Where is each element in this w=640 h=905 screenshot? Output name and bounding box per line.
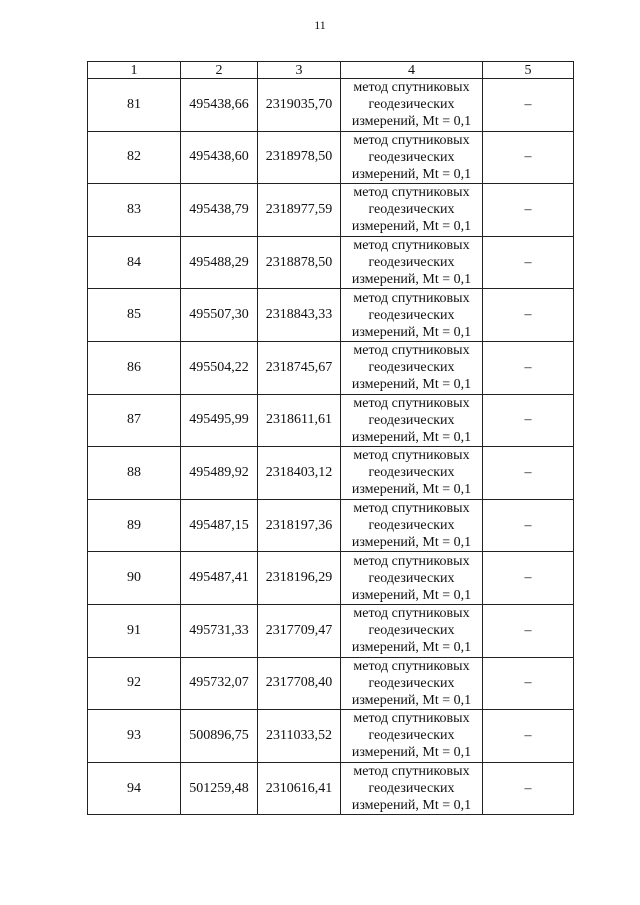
point-number-cell: 90	[88, 552, 181, 605]
page-number: 11	[314, 18, 326, 32]
method-line: метод спутниковых	[353, 448, 470, 464]
method-line: метод спутниковых	[353, 553, 470, 569]
x-coordinate-cell: 495438,66	[181, 79, 258, 132]
x-coordinate-cell: 495438,79	[181, 184, 258, 237]
table-row	[88, 604, 574, 657]
method-line: геодезических	[368, 728, 455, 744]
method-line: геодезических	[368, 781, 455, 797]
point-number-cell: 83	[88, 184, 181, 237]
table-row	[88, 236, 574, 289]
point-number-cell: 88	[88, 447, 181, 500]
method-line: измерений, Mt = 0,1	[351, 745, 472, 761]
coordinates-table	[87, 61, 574, 815]
y-coordinate-cell: 2318196,29	[258, 552, 341, 605]
column-header: 4	[341, 62, 483, 79]
x-coordinate-cell: 495504,22	[181, 341, 258, 394]
y-coordinate-cell: 2310616,41	[258, 762, 341, 815]
method-cell	[341, 499, 483, 552]
y-coordinate-cell: 2317709,47	[258, 604, 341, 657]
column-header: 1	[88, 62, 181, 79]
table-row	[88, 499, 574, 552]
description-cell: –	[483, 499, 574, 552]
table-row	[88, 657, 574, 710]
point-number-cell: 91	[88, 604, 181, 657]
method-line: метод спутниковых	[353, 343, 470, 359]
column-header: 2	[181, 62, 258, 79]
point-number-cell: 86	[88, 341, 181, 394]
method-cell	[341, 657, 483, 710]
y-coordinate-cell: 2318197,36	[258, 499, 341, 552]
method-line: измерений, Mt = 0,1	[351, 114, 472, 130]
x-coordinate-cell: 500896,75	[181, 710, 258, 763]
y-coordinate-cell: 2318878,50	[258, 236, 341, 289]
point-number-cell: 85	[88, 289, 181, 342]
method-line: метод спутниковых	[353, 80, 470, 96]
method-cell	[341, 184, 483, 237]
method-line: геодезических	[368, 412, 455, 428]
method-line: измерений, Mt = 0,1	[351, 219, 472, 235]
method-cell	[341, 710, 483, 763]
description-cell: –	[483, 657, 574, 710]
description-cell: –	[483, 710, 574, 763]
method-cell	[341, 341, 483, 394]
method-line: метод спутниковых	[353, 606, 470, 622]
y-coordinate-cell: 2317708,40	[258, 657, 341, 710]
description-cell: –	[483, 236, 574, 289]
method-line: геодезических	[368, 570, 455, 586]
method-line: геодезических	[368, 623, 455, 639]
method-line: метод спутниковых	[353, 238, 470, 254]
y-coordinate-cell: 2318611,61	[258, 394, 341, 447]
table-row	[88, 447, 574, 500]
description-cell: –	[483, 289, 574, 342]
x-coordinate-cell: 495495,99	[181, 394, 258, 447]
point-number-cell: 87	[88, 394, 181, 447]
x-coordinate-cell: 495731,33	[181, 604, 258, 657]
y-coordinate-cell: 2318403,12	[258, 447, 341, 500]
method-line: геодезических	[368, 97, 455, 113]
method-cell	[341, 79, 483, 132]
method-cell	[341, 394, 483, 447]
method-cell	[341, 552, 483, 605]
table-row	[88, 131, 574, 184]
method-line: измерений, Mt = 0,1	[351, 535, 472, 551]
method-line: геодезических	[368, 255, 455, 271]
x-coordinate-cell: 495489,92	[181, 447, 258, 500]
table-row	[88, 341, 574, 394]
description-cell: –	[483, 447, 574, 500]
method-line: метод спутниковых	[353, 185, 470, 201]
method-line: метод спутниковых	[353, 658, 470, 674]
method-line: геодезических	[368, 465, 455, 481]
description-cell: –	[483, 604, 574, 657]
method-line: геодезических	[368, 149, 455, 165]
method-line: метод спутниковых	[353, 501, 470, 517]
description-cell: –	[483, 341, 574, 394]
description-cell: –	[483, 552, 574, 605]
method-line: измерений, Mt = 0,1	[351, 272, 472, 288]
table-row	[88, 79, 574, 132]
point-number-cell: 84	[88, 236, 181, 289]
method-line: метод спутниковых	[353, 132, 470, 148]
x-coordinate-cell: 495487,41	[181, 552, 258, 605]
description-cell: –	[483, 762, 574, 815]
point-number-cell: 82	[88, 131, 181, 184]
y-coordinate-cell: 2311033,52	[258, 710, 341, 763]
column-header: 5	[483, 62, 574, 79]
method-line: измерений, Mt = 0,1	[351, 692, 472, 708]
method-line: геодезических	[368, 675, 455, 691]
method-cell	[341, 762, 483, 815]
table-body	[88, 79, 574, 815]
y-coordinate-cell: 2319035,70	[258, 79, 341, 132]
x-coordinate-cell: 501259,48	[181, 762, 258, 815]
description-cell: –	[483, 79, 574, 132]
method-line: измерений, Mt = 0,1	[351, 429, 472, 445]
table-row	[88, 289, 574, 342]
point-number-cell: 89	[88, 499, 181, 552]
column-header: 3	[258, 62, 341, 79]
method-cell	[341, 447, 483, 500]
method-line: метод спутниковых	[353, 764, 470, 780]
table-row	[88, 184, 574, 237]
method-line: метод спутниковых	[353, 711, 470, 727]
description-cell: –	[483, 131, 574, 184]
y-coordinate-cell: 2318978,50	[258, 131, 341, 184]
description-cell: –	[483, 184, 574, 237]
method-line: метод спутниковых	[353, 290, 470, 306]
point-number-cell: 81	[88, 79, 181, 132]
x-coordinate-cell: 495438,60	[181, 131, 258, 184]
x-coordinate-cell: 495487,15	[181, 499, 258, 552]
x-coordinate-cell: 495732,07	[181, 657, 258, 710]
description-cell: –	[483, 394, 574, 447]
method-line: измерений, Mt = 0,1	[351, 482, 472, 498]
point-number-cell: 92	[88, 657, 181, 710]
method-line: геодезических	[368, 360, 455, 376]
table-header-row	[88, 62, 574, 79]
method-cell	[341, 604, 483, 657]
method-line: измерений, Mt = 0,1	[351, 798, 472, 814]
method-line: метод спутниковых	[353, 395, 470, 411]
method-line: геодезических	[368, 202, 455, 218]
method-cell	[341, 131, 483, 184]
method-cell	[341, 289, 483, 342]
point-number-cell: 94	[88, 762, 181, 815]
point-number-cell: 93	[88, 710, 181, 763]
y-coordinate-cell: 2318977,59	[258, 184, 341, 237]
table-row	[88, 710, 574, 763]
y-coordinate-cell: 2318843,33	[258, 289, 341, 342]
method-line: геодезических	[368, 518, 455, 534]
method-line: измерений, Mt = 0,1	[351, 640, 472, 656]
x-coordinate-cell: 495507,30	[181, 289, 258, 342]
table-row	[88, 762, 574, 815]
y-coordinate-cell: 2318745,67	[258, 341, 341, 394]
x-coordinate-cell: 495488,29	[181, 236, 258, 289]
method-line: измерений, Mt = 0,1	[351, 587, 472, 603]
table-row	[88, 552, 574, 605]
method-line: измерений, Mt = 0,1	[351, 166, 472, 182]
method-line: измерений, Mt = 0,1	[351, 377, 472, 393]
method-cell	[341, 236, 483, 289]
method-line: измерений, Mt = 0,1	[351, 324, 472, 340]
method-line: геодезических	[368, 307, 455, 323]
table-row	[88, 394, 574, 447]
